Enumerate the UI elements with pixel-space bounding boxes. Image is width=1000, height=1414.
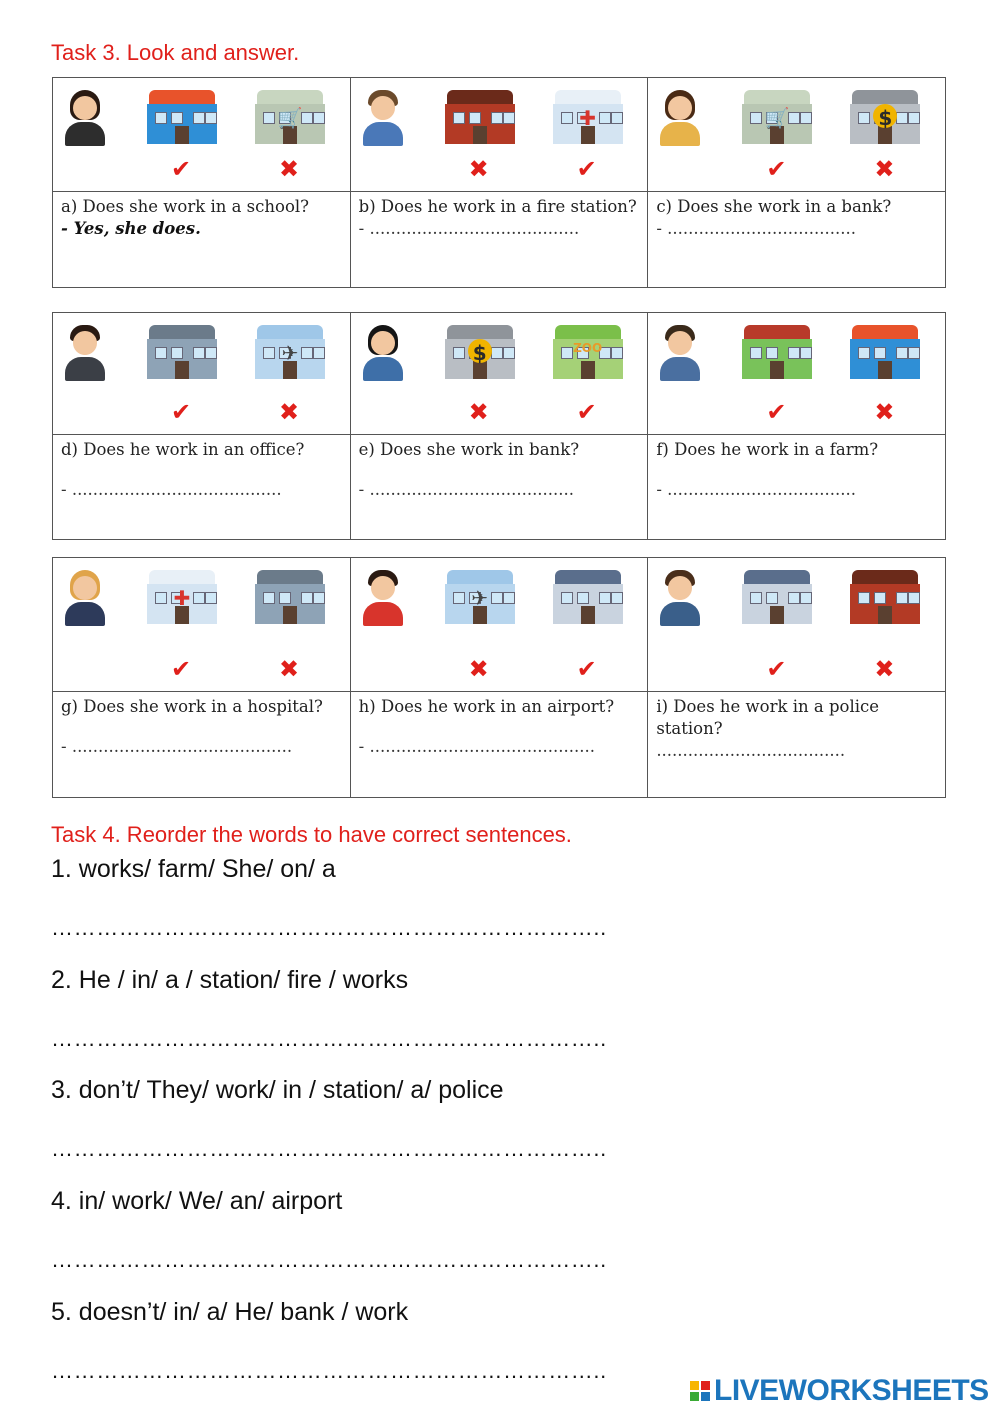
check-icon: ✔ bbox=[576, 155, 597, 183]
question-row bbox=[53, 435, 946, 540]
question-text: d) Does he work in an office? bbox=[61, 440, 305, 459]
question-text: a) Does she work in a school? bbox=[61, 197, 310, 216]
picture-cell bbox=[53, 313, 351, 435]
task4-title: Task 4. Reorder the words to have correct sentences. bbox=[51, 822, 572, 847]
check-icon: ✔ bbox=[766, 398, 787, 426]
airport-icon: ✈ bbox=[439, 566, 521, 632]
reorder-item: 2. He / in/ a / station/ fire / works bbox=[51, 966, 409, 994]
picture-row bbox=[53, 78, 946, 192]
picture-cell bbox=[53, 558, 351, 692]
logo-text: LIVEWORKSHEETS bbox=[714, 1374, 989, 1407]
office-icon bbox=[249, 566, 331, 632]
hospital-icon: ✚ bbox=[141, 566, 223, 632]
question-cell bbox=[53, 192, 351, 288]
picture-cell bbox=[648, 313, 946, 435]
man-icon bbox=[359, 90, 407, 148]
answer-field[interactable]: .................................... bbox=[656, 741, 846, 760]
school-icon bbox=[141, 86, 223, 152]
question-cell bbox=[648, 692, 946, 798]
picture-cell bbox=[53, 78, 351, 192]
check-icon: ✔ bbox=[171, 155, 192, 183]
picture-row bbox=[53, 313, 946, 435]
check-icon: ✔ bbox=[766, 655, 787, 683]
zoo-icon: ZOO bbox=[547, 321, 629, 387]
supermarket-icon: 🛒 bbox=[736, 86, 818, 152]
question-text: f) Does he work in a farm? bbox=[656, 440, 879, 459]
supermarket-icon: 🛒 bbox=[249, 86, 331, 152]
question-text: b) Does he work in a fire station? bbox=[358, 197, 637, 216]
question-text: e) Does she work in bank? bbox=[358, 440, 580, 459]
reorder-item: 4. in/ work/ We/ an/ airport bbox=[51, 1187, 343, 1215]
answer-line[interactable]: ……………………………………………………………….. bbox=[51, 1247, 607, 1272]
picture-row bbox=[53, 558, 946, 692]
reorder-item: 5. doesn’t/ in/ a/ He/ bank / work bbox=[51, 1298, 409, 1326]
liveworksheets-logo bbox=[690, 1374, 989, 1408]
question-cell bbox=[350, 192, 648, 288]
fire-station-icon bbox=[844, 566, 926, 632]
reorder-item: 1. works/ farm/ She/ on/ a bbox=[51, 855, 336, 883]
man-icon bbox=[656, 325, 704, 383]
logo-icon bbox=[690, 1381, 710, 1401]
man-icon bbox=[61, 325, 109, 383]
cross-icon: ✖ bbox=[874, 398, 895, 426]
check-icon: ✔ bbox=[576, 655, 597, 683]
task3-table-3 bbox=[52, 557, 946, 798]
office-icon bbox=[141, 321, 223, 387]
answer-line[interactable]: ……………………………………………………………….. bbox=[51, 1136, 607, 1161]
cross-icon: ✖ bbox=[279, 398, 300, 426]
picture-cell bbox=[350, 78, 648, 192]
question-cell bbox=[53, 435, 351, 540]
woman-icon bbox=[359, 325, 407, 383]
answer-field[interactable]: - ........................................... bbox=[358, 737, 596, 756]
picture-cell bbox=[648, 78, 946, 192]
police-station-icon bbox=[736, 566, 818, 632]
airport-icon: ✈ bbox=[249, 321, 331, 387]
answer-field[interactable]: - ........................................ bbox=[358, 219, 580, 238]
check-icon: ✔ bbox=[171, 398, 192, 426]
question-cell bbox=[350, 435, 648, 540]
cross-icon: ✖ bbox=[279, 155, 300, 183]
check-icon: ✔ bbox=[766, 155, 787, 183]
cross-icon: ✖ bbox=[468, 655, 489, 683]
question-cell bbox=[648, 192, 946, 288]
question-text: g) Does she work in a hospital? bbox=[61, 697, 323, 716]
task3-table-1 bbox=[52, 77, 946, 288]
cross-icon: ✖ bbox=[468, 155, 489, 183]
woman-icon bbox=[61, 570, 109, 628]
task3-table-2 bbox=[52, 312, 946, 540]
farm-icon bbox=[736, 321, 818, 387]
cross-icon: ✖ bbox=[468, 398, 489, 426]
question-text: h) Does he work in an airport? bbox=[358, 697, 615, 716]
question-cell bbox=[350, 692, 648, 798]
example-answer: - Yes, she does. bbox=[61, 219, 201, 238]
woman-icon bbox=[656, 90, 704, 148]
cross-icon: ✖ bbox=[874, 155, 895, 183]
police-station-icon bbox=[547, 566, 629, 632]
cross-icon: ✖ bbox=[874, 655, 895, 683]
check-icon: ✔ bbox=[576, 398, 597, 426]
task3-title: Task 3. Look and answer. bbox=[51, 40, 300, 65]
answer-line[interactable]: ……………………………………………………………….. bbox=[51, 1358, 607, 1383]
question-text: i) Does he work in a police station? bbox=[656, 697, 880, 738]
answer-field[interactable]: - .......................................... bbox=[61, 737, 293, 756]
woman-icon bbox=[61, 90, 109, 148]
man-icon bbox=[656, 570, 704, 628]
man-icon bbox=[359, 570, 407, 628]
answer-field[interactable]: - ....................................... bbox=[358, 480, 575, 499]
question-cell bbox=[53, 692, 351, 798]
answer-field[interactable]: - .................................... bbox=[656, 480, 856, 499]
picture-cell bbox=[350, 558, 648, 692]
answer-field[interactable]: - ........................................ bbox=[61, 480, 282, 499]
fire-station-icon bbox=[439, 86, 521, 152]
bank-icon: $ bbox=[844, 86, 926, 152]
school-icon bbox=[844, 321, 926, 387]
picture-cell bbox=[648, 558, 946, 692]
check-icon: ✔ bbox=[171, 655, 192, 683]
bank-icon: $ bbox=[439, 321, 521, 387]
picture-cell bbox=[350, 313, 648, 435]
answer-line[interactable]: ……………………………………………………………….. bbox=[51, 1026, 607, 1051]
question-row bbox=[53, 192, 946, 288]
answer-field[interactable]: - .................................... bbox=[656, 219, 856, 238]
hospital-icon: ✚ bbox=[547, 86, 629, 152]
question-row bbox=[53, 692, 946, 798]
answer-line[interactable]: ……………………………………………………………….. bbox=[51, 915, 607, 940]
reorder-item: 3. don’t/ They/ work/ in / station/ a/ police bbox=[51, 1076, 504, 1104]
cross-icon: ✖ bbox=[279, 655, 300, 683]
question-text: c) Does she work in a bank? bbox=[656, 197, 892, 216]
question-cell bbox=[648, 435, 946, 540]
